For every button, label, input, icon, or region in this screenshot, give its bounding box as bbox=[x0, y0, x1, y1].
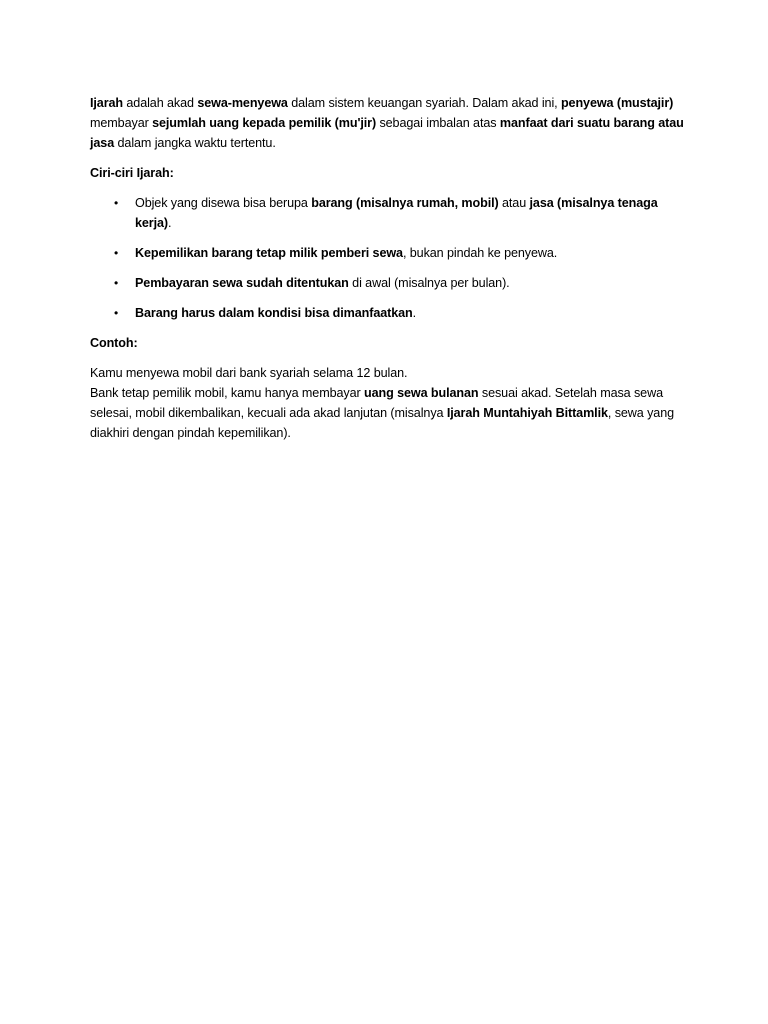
document-body bbox=[90, 93, 690, 443]
ciri-list bbox=[90, 193, 690, 323]
list-item bbox=[90, 303, 690, 323]
term-sewa-menyewa: sewa-menyewa bbox=[197, 96, 288, 110]
contoh-text: , sewa yang diakhiri dengan pindah kepemilikan). bbox=[90, 406, 674, 440]
contoh-heading: Contoh: bbox=[90, 336, 138, 350]
intro-text: sebagai imbalan atas bbox=[376, 116, 500, 130]
list-item-bold: Pembayaran sewa sudah ditentukan bbox=[135, 276, 349, 290]
term-pembayaran: sejumlah uang kepada pemilik (mu'jir) bbox=[152, 116, 377, 130]
ciri-heading: Ciri-ciri Ijarah: bbox=[90, 166, 174, 180]
term-manfaat: manfaat dari suatu barang atau jasa bbox=[90, 116, 684, 150]
contoh-line-1: Kamu menyewa mobil dari bank syariah selama 12 bulan. bbox=[90, 366, 408, 380]
bullet-icon: • bbox=[114, 196, 119, 210]
list-item-bold: Kepemilikan barang tetap milik pemberi sewa bbox=[135, 246, 403, 260]
list-item-bold: barang (misalnya rumah, mobil) bbox=[311, 196, 499, 210]
term-ijarah-muntahiyah: Ijarah Muntahiyah Bittamlik bbox=[446, 406, 608, 420]
list-item bbox=[90, 193, 690, 233]
list-item-text: atau bbox=[498, 196, 530, 210]
bullet-icon: • bbox=[114, 276, 119, 290]
list-item-text: di awal (misalnya per bulan). bbox=[348, 276, 510, 290]
list-item-text: . bbox=[412, 306, 417, 320]
intro-text: dalam sistem keuangan syariah. Dalam akad ini, bbox=[287, 96, 561, 110]
list-item-text: Objek yang disewa bisa berupa bbox=[135, 196, 312, 210]
term-uang-sewa: uang sewa bulanan bbox=[364, 386, 479, 400]
bullet-icon: • bbox=[114, 246, 119, 260]
list-item-text: . bbox=[168, 216, 172, 230]
list-item bbox=[90, 243, 690, 263]
contoh-paragraph bbox=[90, 383, 690, 443]
intro-text: membayar bbox=[90, 116, 153, 130]
list-item-text: , bukan pindah ke penyewa. bbox=[402, 246, 558, 260]
term-penyewa: penyewa (mustajir) bbox=[560, 96, 674, 110]
term-ijarah: Ijarah bbox=[90, 96, 123, 110]
intro-paragraph bbox=[90, 93, 690, 153]
list-item-bold: jasa (misalnya tenaga kerja) bbox=[135, 196, 658, 230]
contoh-text: Bank tetap pemilik mobil, kamu hanya membayar bbox=[90, 386, 364, 400]
intro-text: dalam jangka waktu tertentu. bbox=[114, 136, 276, 150]
intro-text: adalah akad bbox=[123, 96, 198, 110]
bullet-icon: • bbox=[114, 306, 119, 320]
list-item bbox=[90, 273, 690, 293]
contoh-text: sesuai akad. Setelah masa sewa selesai, mobil dikembalikan, kecuali ada akad lanjutan (misalnya bbox=[90, 386, 663, 420]
list-item-bold: Barang harus dalam kondisi bisa dimanfaatkan bbox=[135, 306, 413, 320]
